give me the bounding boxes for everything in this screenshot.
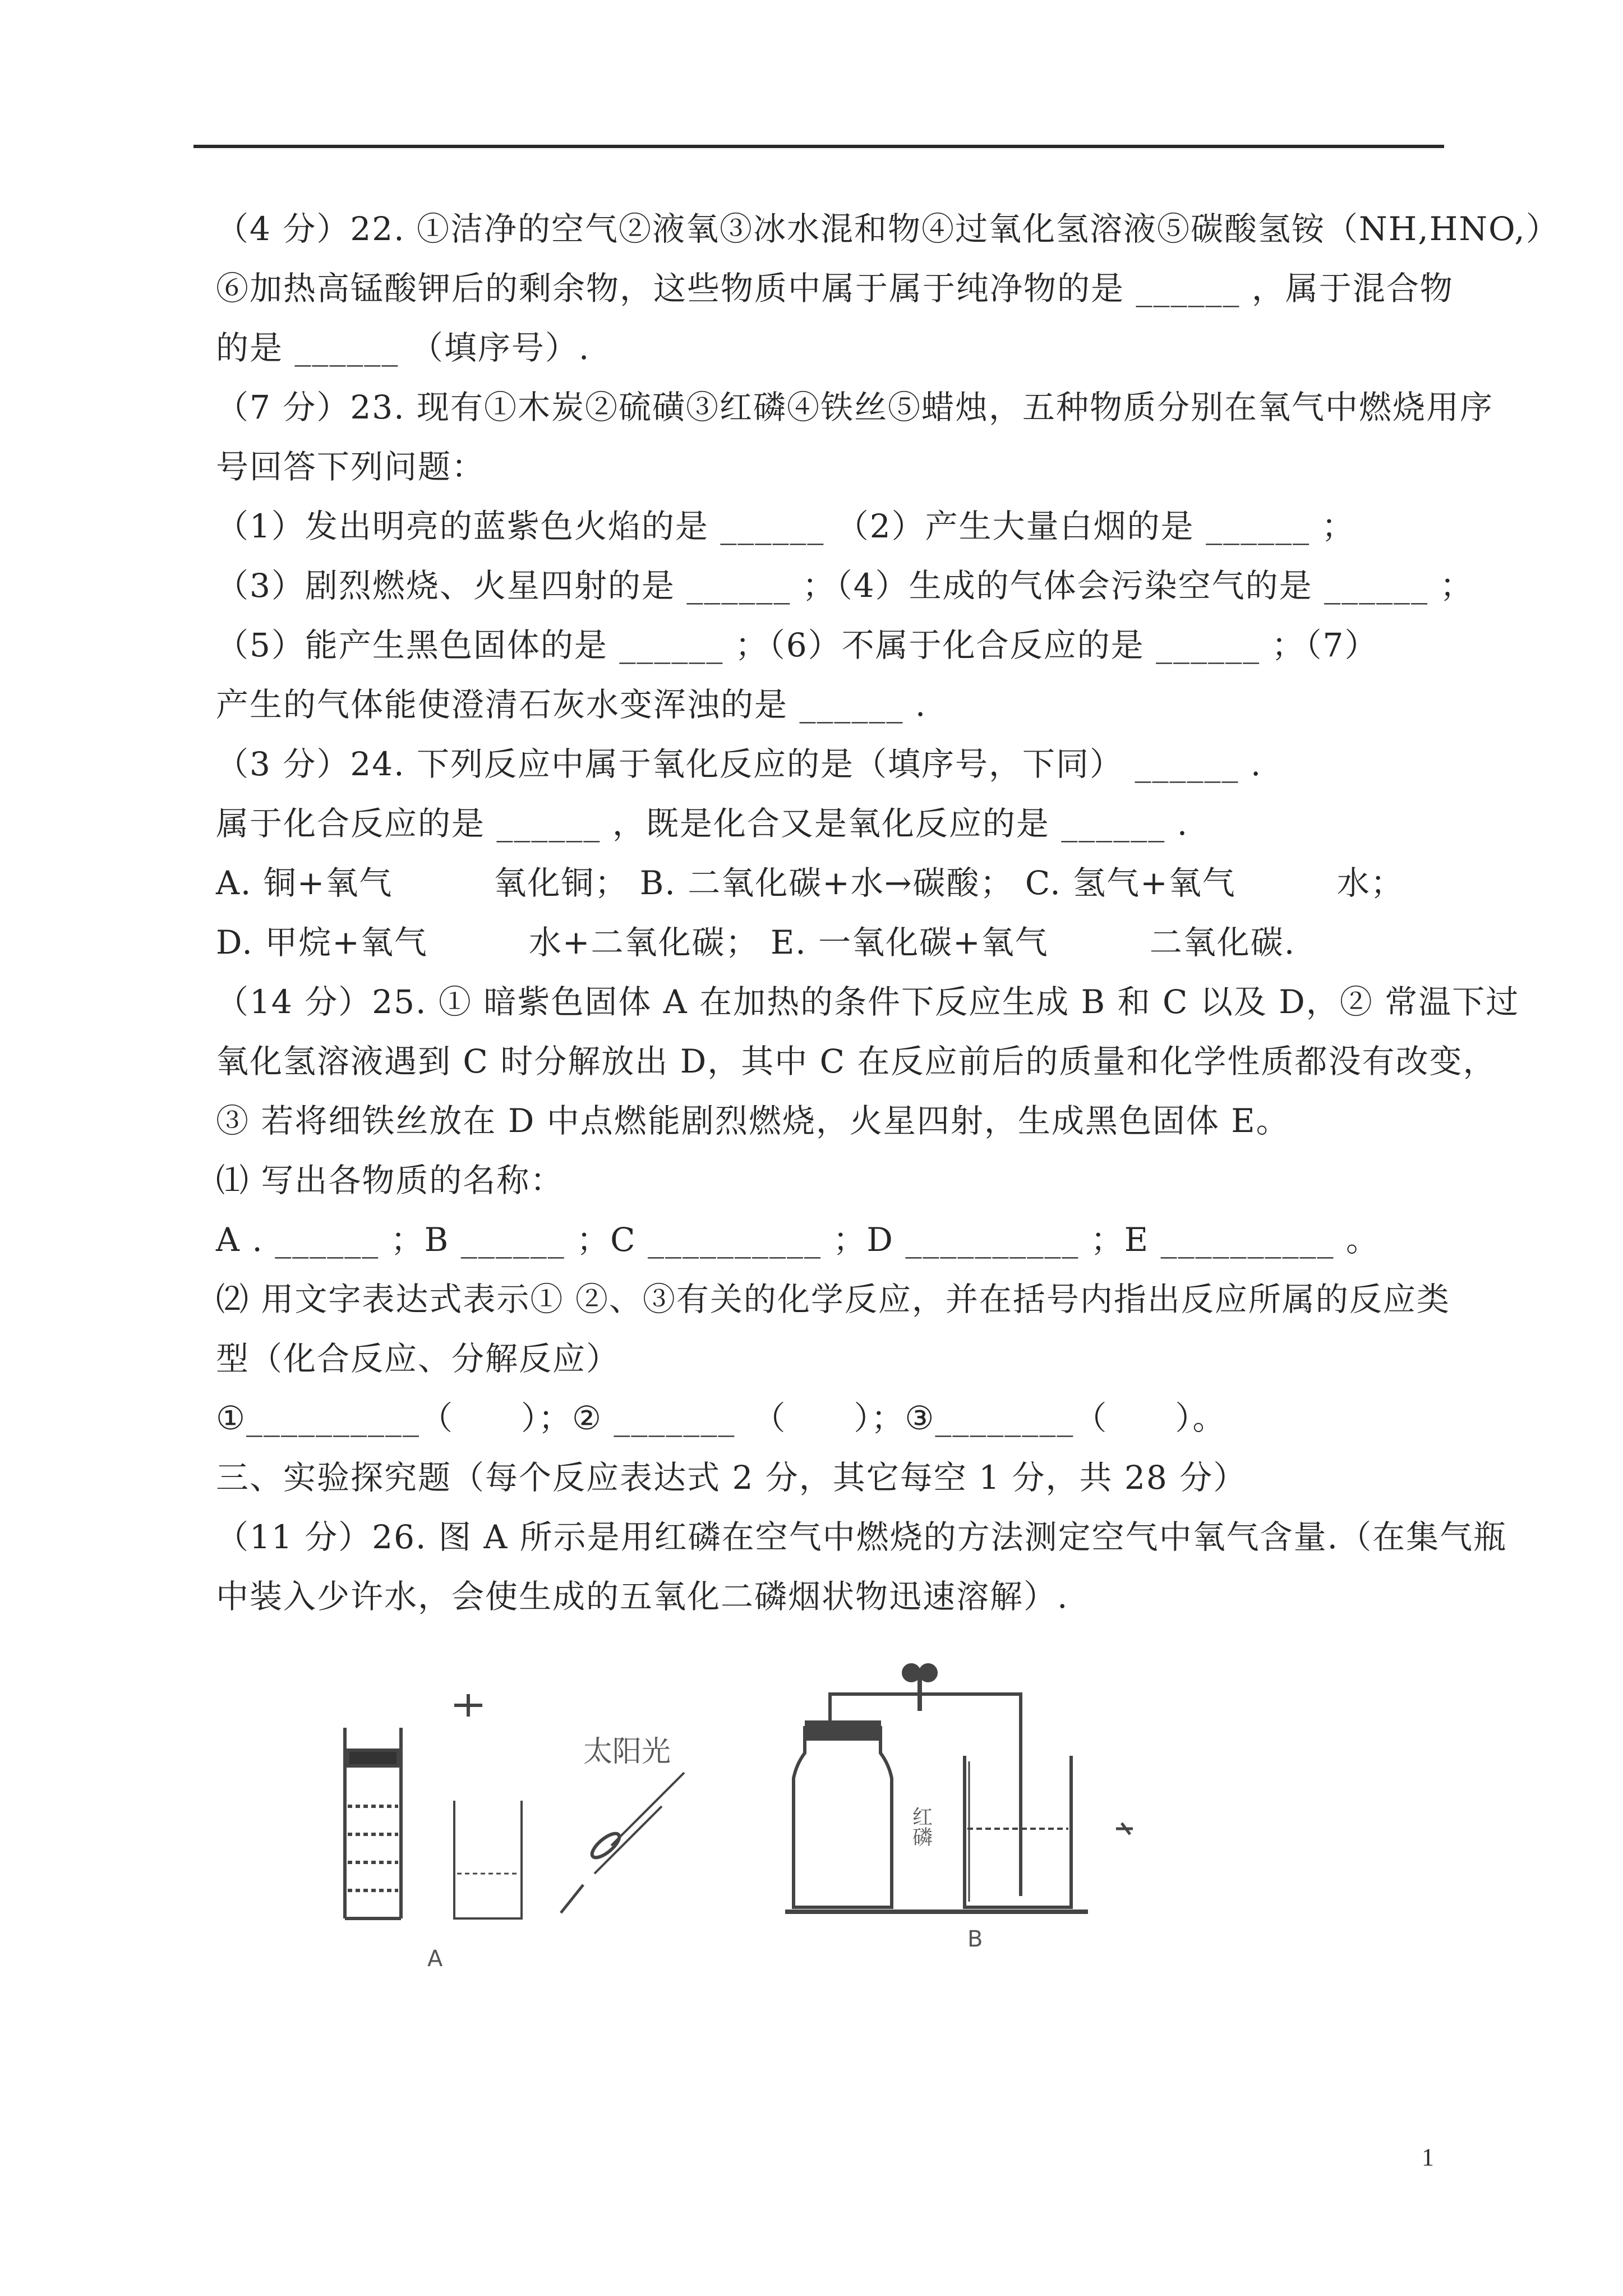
beaker-a [454, 1801, 522, 1918]
text-line: （14 分）25. ① 暗紫色固体 A 在加热的条件下反应生成 B 和 C 以及 D，② 常温下过 [216, 983, 1520, 1021]
experiment-figure [292, 1660, 1402, 1975]
text-line: （11 分）26. 图 A 所示是用红磷在空气中燃烧的方法测定空气中氧气含量.（在集气瓶 [216, 1518, 1507, 1556]
apparatus-diagram [292, 1660, 1402, 1975]
header-rule [193, 145, 1444, 148]
figure-b-label: B [967, 1926, 983, 1952]
text-line: 氧化氢溶液遇到 C 时分解放出 D，其中 C 在反应前后的质量和化学性质都没有改变， [216, 1042, 1497, 1080]
lens [588, 1830, 623, 1862]
text-line: ⑵ 用文字表达式表示① ②、③有关的化学反应，并在括号内指出反应所属的反应类 [216, 1280, 1450, 1318]
question-text [216, 199, 1560, 1626]
beaker-b [965, 1756, 1071, 1907]
text-line: D. 甲烷+氧气 水+二氧化碳； E. 一氧化碳+氧气 二氧化碳. [216, 923, 1296, 961]
red-phosphorus-label: 红磷 [909, 1806, 933, 1847]
text-line: （1）发出明亮的蓝紫色火焰的是 ______ （2）产生大量白烟的是 ______ ； [216, 507, 1355, 545]
text-line: （4 分）22. ①洁净的空气②液氧③冰水混和物④过氧化氢溶液⑤碳酸氢铵（NH,HNO,） [216, 210, 1560, 248]
text-line: A . ______ ；B ______ ；C __________ ；D __________ ；E __________ 。 [216, 1221, 1380, 1259]
text-line: ⑥加热高锰酸钾后的剩余物，这些物质中属于属于纯净物的是 ______ ，属于混合物 [216, 269, 1454, 307]
figure-a-label: A [427, 1946, 443, 1972]
text-line: （7 分）23. 现有①木炭②硫磺③红磷④铁丝⑤蜡烛，五种物质分别在氧气中燃烧用序 [216, 388, 1494, 426]
text-line: ⑴ 写出各物质的名称： [216, 1161, 564, 1199]
sunlight-label: 太阳光 [583, 1735, 671, 1769]
text-line: （3 分）24. 下列反应中属于氧化反应的是（填序号，下同） ______ . [216, 745, 1262, 783]
text-line: ③ 若将细铁丝放在 D 中点燃能剧烈燃烧，火星四射，生成黑色固体 E。 [216, 1102, 1290, 1140]
gas-jar [794, 1728, 892, 1907]
cylinder-a-stopper [348, 1750, 398, 1766]
text-line: （5）能产生黑色固体的是 ______ ；（6）不属于化合反应的是 ______ ；（7） [216, 626, 1378, 664]
text-line: ①__________（ ）；② _______ （ ）；③________（ ）。 [216, 1399, 1227, 1437]
text-line: 号回答下列问题： [216, 448, 486, 486]
text-line: 产生的气体能使澄清石灰水变浑浊的是 ______ . [216, 685, 927, 724]
text-line: A. 铜+氧气 氧化铜； B. 二氧化碳+水→碳酸； C. 氢气+氧气 水； [216, 864, 1404, 902]
text-line: 型（化合反应、分解反应） [216, 1340, 620, 1378]
rubber-stopper [806, 1722, 879, 1739]
text-line: 属于化合反应的是 ______ ，既是化合又是氧化反应的是 ______ . [216, 804, 1189, 843]
connecting-tube [830, 1694, 1021, 1722]
text-line: 的是 ______ （填序号）. [216, 329, 591, 367]
text-line: 三、实验探究题（每个反应表达式 2 分，其它每空 1 分，共 28 分） [216, 1458, 1247, 1497]
text-line: 中装入少许水，会使生成的五氧化二磷烟状物迅速溶解）. [216, 1577, 1069, 1616]
page-number: 1 [1422, 2143, 1434, 2171]
text-line: （3）剧烈燃烧、火星四射的是 ______ ；（4）生成的气体会污染空气的是 ______ ； [216, 567, 1474, 605]
sunlight-beam [611, 1773, 684, 1846]
